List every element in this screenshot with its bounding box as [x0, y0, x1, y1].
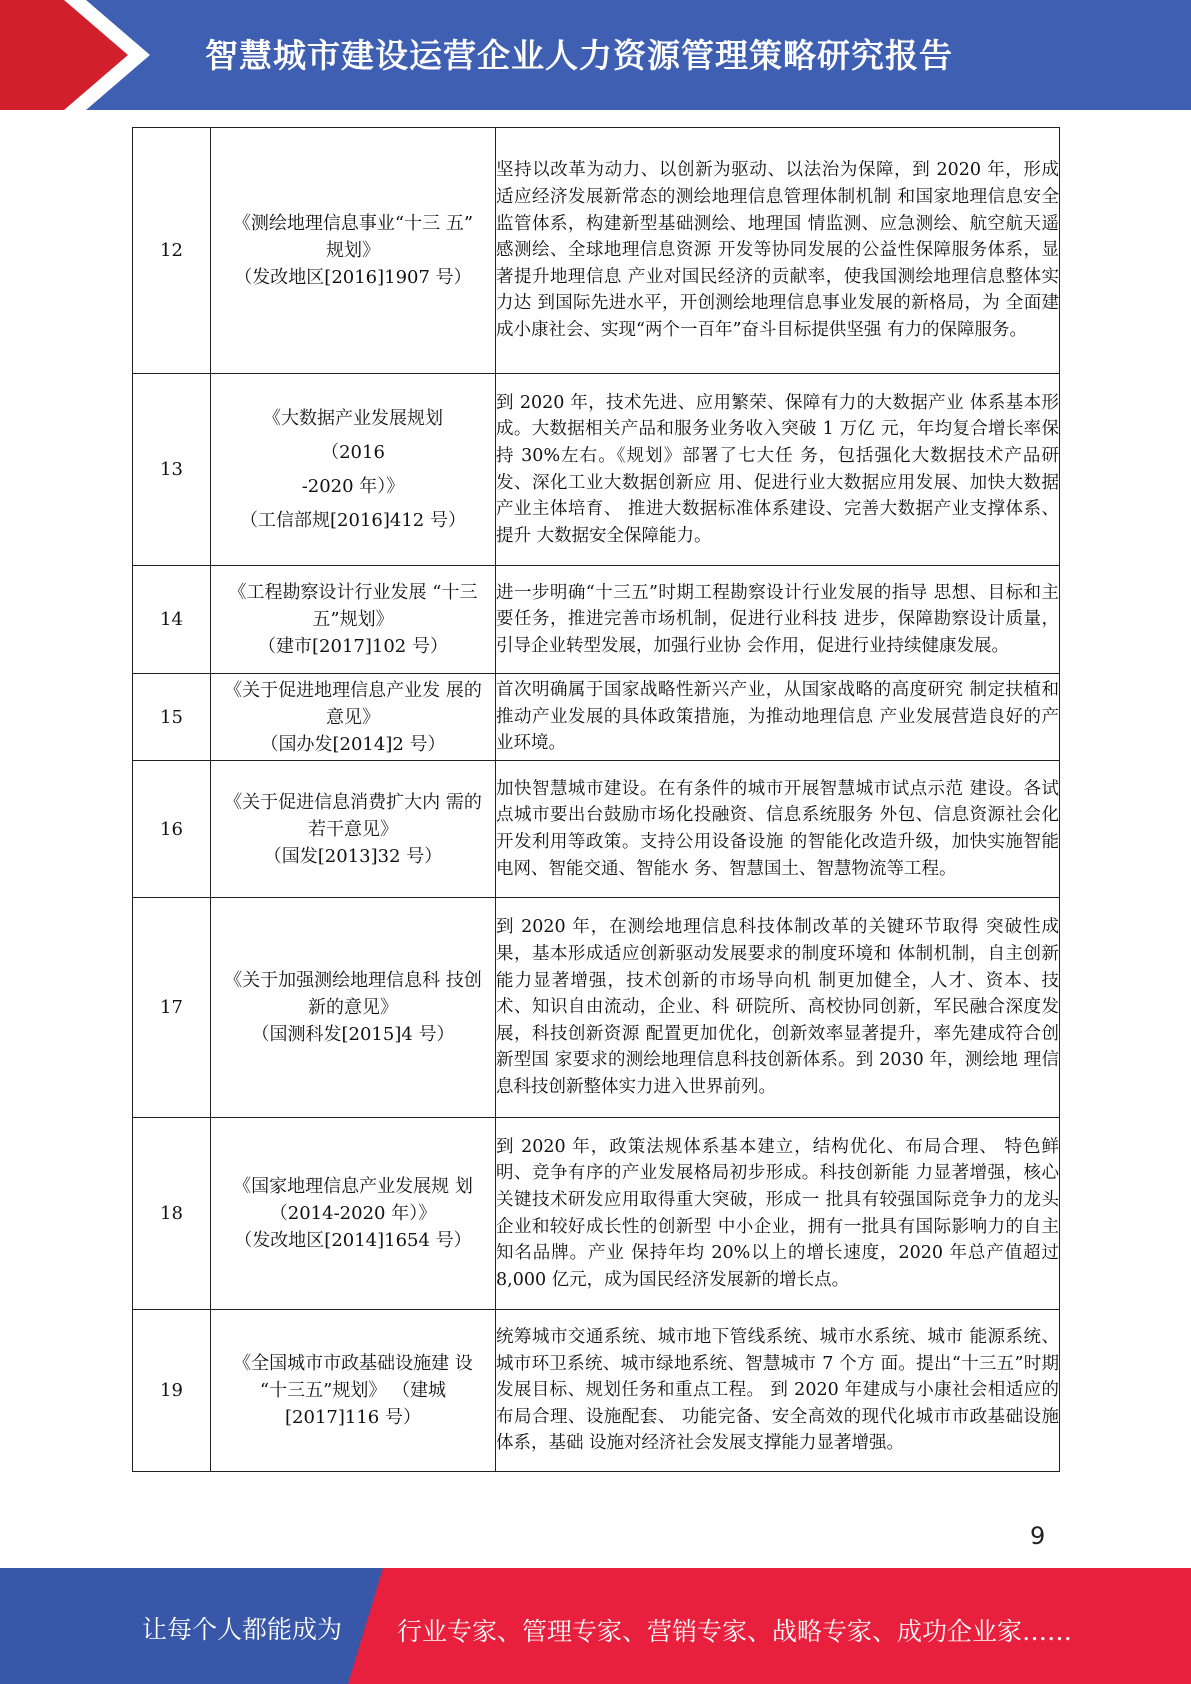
row-number: 19 [133, 1310, 211, 1472]
policy-name-line: “十三五”规划》 （建城 [259, 1380, 447, 1401]
table-row [133, 1310, 1060, 1472]
policy-description: 统筹城市交通系统、城市地下管线系统、城市水系统、城市 能源系统、城市环卫系统、城市绿地系统、智慧城市 7 个方 面。提出“十三五”时期发展目标、规划任务和重点工程。 到 2020 年建成与小康社会相适应的布局合理、设施配套、 功能完备、安全高效的现代化城市市政基础设施体系，基础 设施对经济社会发展支撑能力显著增强。 [496, 1310, 1060, 1472]
row-number: 15 [133, 674, 211, 761]
row-number: 17 [133, 898, 211, 1118]
policy-name-line: （2014-2020 年）》 [269, 1203, 437, 1224]
policy-description: 到 2020 年，政策法规体系基本建立，结构优化、布局合理、 特色鲜明、竞争有序的产业发展格局初步形成。科技创新能 力显著增强，核心关键技术研发应用取得重大突破，形成一 批具有较强国际竞争力的龙头企业和较好成长性的创新型 中小企业，拥有一批具有国际影响力的自主知名品牌。产业 保持年均 20%以上的增长速度，2020 年总产值超过 8,000 亿元，成为国民经济发展新的增长点。 [496, 1118, 1060, 1310]
policy-name-line: -2020 年）》 [301, 475, 405, 497]
policy-name-line: 《关于促进信息消费扩大内 需的 [224, 791, 482, 813]
page-header [0, 0, 1191, 110]
policy-name-line: [2017]116 号） [285, 1407, 421, 1428]
table-row [133, 128, 1060, 374]
policy-description: 进一步明确“十三五”时期工程勘察设计行业发展的指导 思想、目标和主要任务，推进完善市场机制，促进行业科技 进步，保障勘察设计质量，引导企业转型发展，加强行业协 会作用，促进行业持续健康发展。 [496, 566, 1060, 674]
policy-description: 到 2020 年，在测绘地理信息科技体制改革的关键环节取得 突破性成果，基本形成适应创新驱动发展要求的制度环境和 体制机制，自主创新能力显著增强，技术创新的市场导向机 制更加健全，人才、资本、技术、知识自由流动，企业、科 研院所、高校协同创新，军民融合深度发展，科技创新资源 配置更加优化，创新效率显著提升，率先建成符合创新型国 家要求的测绘地理信息科技创新体系。到 2030 年，测绘地 理信息科技创新整体实力进入世界前列。 [496, 898, 1060, 1118]
policy-name-line: 规划》 [326, 240, 380, 261]
policy-name [211, 566, 496, 674]
policy-name-line: 若干意见》 [308, 818, 398, 840]
footer-slogan-left: 让每个人都能成为 [142, 1615, 343, 1644]
policy-name-line: 《测绘地理信息事业“十三 五” [232, 213, 474, 234]
page-number: 9 [1030, 1522, 1046, 1550]
policy-name-line: 新的意见》 [308, 997, 398, 1018]
policy-name-line: 意见》 [326, 706, 380, 728]
table-row [133, 566, 1060, 674]
policy-name [211, 761, 496, 898]
policy-description: 坚持以改革为动力、以创新为驱动、以法治为保障，到 2020 年，形成适应经济发展新常态的测绘地理信息管理体制机制 和国家地理信息安全监管体系，构建新型基础测绘、地理国 情监测、应急测绘、航空航天遥感测绘、全球地理信息资源 开发等协同发展的公益性保障服务体系，显著提升地理信息 产业对国民经济的贡献率，使我国测绘地理信息整体实力达 到国际先进水平，开创测绘地理信息事业发展的新格局，为 全面建成小康社会、实现“两个一百年”奋斗目标提供坚强 有力的保障服务。 [496, 128, 1060, 374]
footer-slogan-right: 行业专家、管理专家、营销专家、战略专家、成功企业家…… [397, 1617, 1073, 1646]
policy-name-line: （国测科发[2015]4 号） [251, 1024, 455, 1045]
policy-name-line: （建市[2017]102 号） [258, 636, 448, 657]
policy-name-line: 《关于促进地理信息产业发 展的 [224, 679, 482, 701]
row-number: 13 [133, 374, 211, 566]
table-row [133, 374, 1060, 566]
policy-table [132, 127, 1060, 1472]
policy-name-line: 五”规划》 [312, 609, 394, 630]
policy-description: 首次明确属于国家战略性新兴产业，从国家战略的高度研究 制定扶植和推动产业发展的具体政策措施，为推动地理信息 产业发展营造良好的产业环境。 [496, 674, 1060, 761]
policy-name [211, 1118, 496, 1310]
policy-name-line: （工信部规[2016]412 号） [240, 509, 466, 531]
row-number: 18 [133, 1118, 211, 1310]
row-number: 14 [133, 566, 211, 674]
policy-name-line: （发改地区[2016]1907 号） [234, 267, 472, 288]
policy-name [211, 898, 496, 1118]
policy-name-line: 《国家地理信息产业发展规 划 [233, 1176, 473, 1197]
document-title: 智慧城市建设运营企业人力资源管理策略研究报告 [205, 36, 953, 75]
policy-description: 加快智慧城市建设。在有条件的城市开展智慧城市试点示范 建设。各试点城市要出台鼓励市场化投融资、信息系统服务 外包、信息资源社会化开发利用等政策。支持公用设备设施 的智能化改造升级，加快实施智能电网、智能交通、智能水 务、智慧国土、智慧物流等工程。 [496, 761, 1060, 898]
policy-name-line: （发改地区[2014]1654 号） [234, 1230, 472, 1251]
table-row [133, 898, 1060, 1118]
policy-name-line: （国发[2013]32 号） [263, 845, 443, 867]
policy-name-line: （国办发[2014]2 号） [260, 733, 446, 755]
policy-description: 到 2020 年，技术先进、应用繁荣、保障有力的大数据产业 体系基本形成。大数据相关产品和服务业务收入突破 1 万亿 元，年均复合增长率保持 30%左右。《规划》部署了七大任 务，包括强化大数据技术产品研发、深化工业大数据创新应 用、促进行业大数据应用发展、加快大数据产业主体培育、 推进大数据标准体系建设、完善大数据产业支撑体系、提升 大数据安全保障能力。 [496, 374, 1060, 566]
page-footer [0, 1568, 1191, 1684]
policy-name-line: 《全国城市市政基础设施建 设 [233, 1353, 473, 1374]
policy-name-line: （2016 [321, 441, 385, 463]
policy-name [211, 1310, 496, 1472]
policy-name [211, 674, 496, 761]
policy-name [211, 128, 496, 374]
policy-name [211, 374, 496, 566]
policy-name-line: 《关于加强测绘地理信息科 技创 [224, 970, 482, 991]
policy-name-line: 《大数据产业发展规划 [263, 407, 443, 429]
row-number: 16 [133, 761, 211, 898]
table-row [133, 1118, 1060, 1310]
table-row [133, 761, 1060, 898]
policy-name-line: 《工程勘察设计行业发展 “十三 [228, 582, 478, 603]
table-row [133, 674, 1060, 761]
row-number: 12 [133, 128, 211, 374]
